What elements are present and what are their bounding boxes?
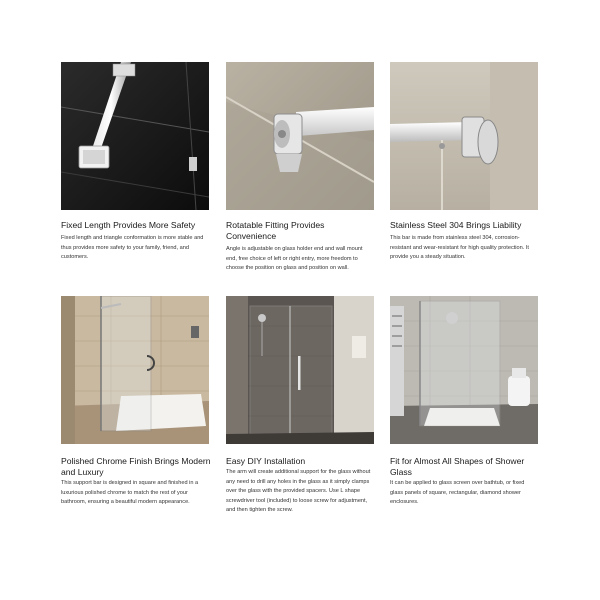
support-bar-clamp-photo bbox=[61, 62, 209, 210]
feature-title: Fixed Length Provides More Safety bbox=[61, 220, 196, 230]
feature-title: Easy DIY Installation bbox=[226, 456, 306, 466]
feature-description: It can be applied to glass screen over bathtub, or fixed glass panels of square, rectangular, diamond shower enclosures. bbox=[390, 480, 525, 506]
feature-description: This bar is made from stainless steel 304, corrosion-resistant and wear-resistant for high quality protection. It provide you a steady situation. bbox=[390, 235, 529, 261]
feature-title: Polished Chrome Finish Brings Modern and Luxury bbox=[61, 456, 211, 477]
corner-shower-enclosure-photo bbox=[390, 296, 538, 444]
feature-title: Rotatable Fitting Provides Convenience bbox=[226, 220, 325, 241]
feature-description: This support bar is designed in square and finished in a luxurious polished chrome to match the rest of your bathroom, ensuring a beautiful modern appearance. bbox=[61, 480, 199, 506]
feature-description: Fixed length and triangle conformation is more stable and thus provides more safety to your family, friend, and customers. bbox=[61, 235, 204, 261]
feature-title: Fit for Almost All Shapes of Shower Glass bbox=[390, 456, 525, 477]
shower-door-photo bbox=[226, 296, 374, 444]
stainless-steel-mount-photo bbox=[390, 62, 538, 210]
feature-description: Angle is adjustable on glass holder end and wall mount end, free choice of left or right entry, more freedom to choose the position on glass and position on wall. bbox=[226, 246, 363, 272]
feature-description: The arm will create additional support for the glass without any need to drill any holes in the glass as it simply clamps over the glass with the provided spacers. Use L shape screwdriver tool (included) to loose screw for adjustment, and then tighten the screw. bbox=[226, 469, 371, 514]
feature-title: Stainless Steel 304 Brings Liability bbox=[390, 220, 522, 230]
rotatable-fitting-photo bbox=[226, 62, 374, 210]
walk-in-shower-photo bbox=[61, 296, 209, 444]
